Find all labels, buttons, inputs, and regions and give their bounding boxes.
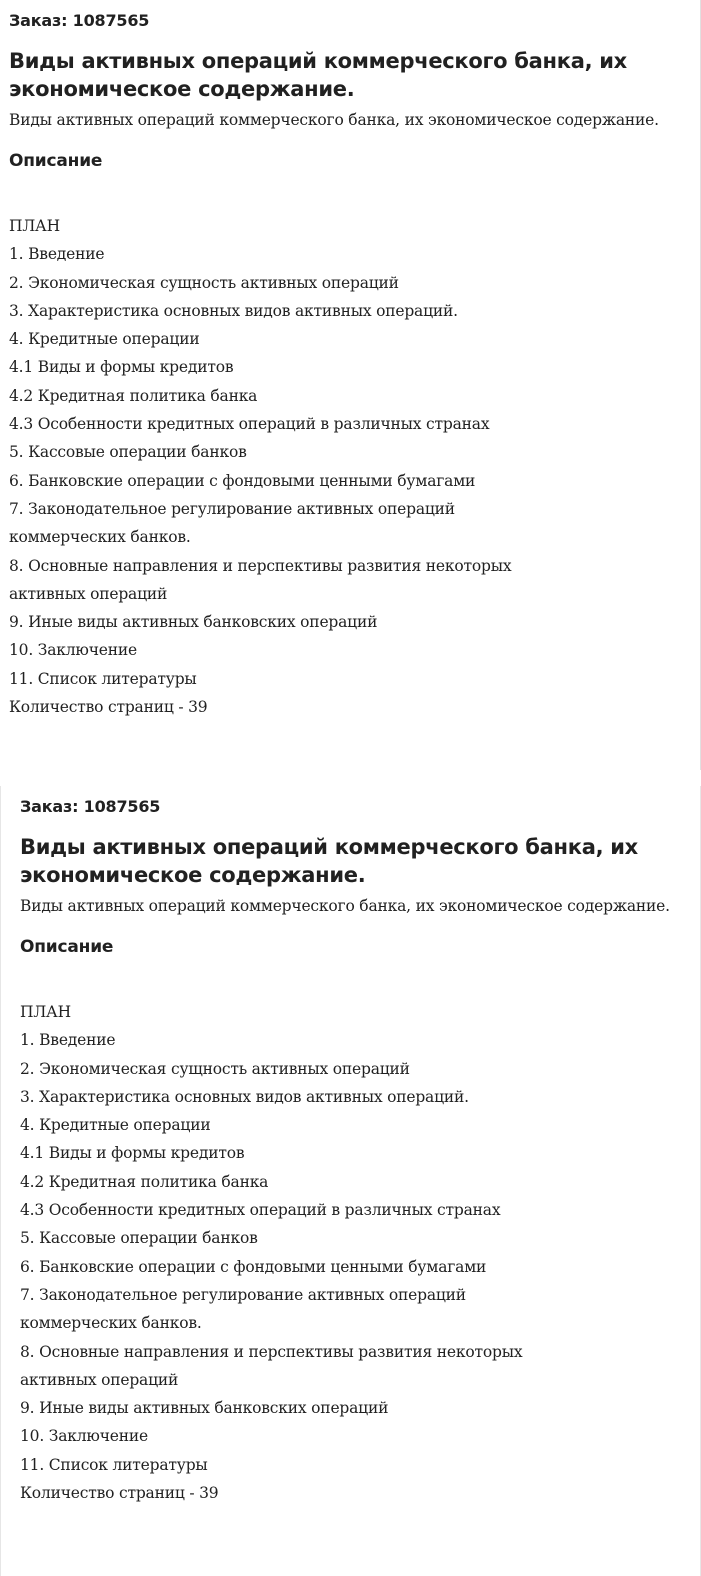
plan-line: 4.3 Особенности кредитных операций в различных странах [9,415,490,434]
plan-line: 11. Список литературы [20,1455,208,1474]
plan-line: 9. Иные виды активных банковских операций [9,613,378,632]
plan-line: ПЛАН [9,217,60,235]
plan-line: 4.1 Виды и формы кредитов [20,1144,245,1163]
order-number: Заказ: 1087565 [20,797,161,816]
plan-line: 4. Кредитные операции [20,1116,211,1135]
plan-line: коммерческих банков. [9,528,191,547]
plan-line: 4. Кредитные операции [9,330,200,349]
page-subtitle: Виды активных операций коммерческого банка, их экономическое содержание. [20,897,670,915]
plan-line: 11. Список литературы [9,669,197,688]
plan-line: 3. Характеристика основных видов активных операций. [20,1087,469,1106]
plan-line: 4.3 Особенности кредитных операций в различных странах [20,1201,501,1220]
plan-line: ПЛАН [20,1003,71,1021]
plan-line: 2. Экономическая сущность активных операций [20,1059,410,1078]
plan-line: 7. Законодательное регулирование активных операций [9,499,455,518]
plan-line: 4.1 Виды и формы кредитов [9,358,234,377]
plan-list [9,172,692,721]
plan-line: активных операций [20,1370,179,1389]
page-title: Виды активных операций коммерческого банка, их экономическое содержание. [9,49,627,101]
plan-line: 9. Иные виды активных банковских операций [20,1399,389,1418]
plan-line: активных операций [9,584,168,603]
plan-list [20,958,692,1507]
plan-line: 6. Банковские операции с фондовыми ценными бумагами [9,471,476,490]
plan-line: 2. Экономическая сущность активных операций [9,273,399,292]
description-heading: Описание [9,151,103,171]
plan-line: 4.2 Кредитная политика банка [20,1172,269,1191]
plan-line: 5. Кассовые операции банков [20,1229,258,1248]
order-number: Заказ: 1087565 [9,11,150,30]
order-card [0,0,701,770]
plan-line: 1. Введение [9,245,105,264]
page-count: Количество страниц - 39 [20,1484,219,1503]
plan-line: 4.2 Кредитная политика банка [9,386,258,405]
plan-line: коммерческих банков. [20,1314,202,1333]
plan-line: 1. Введение [20,1031,116,1050]
plan-line: 3. Характеристика основных видов активных операций. [9,301,458,320]
plan-line: 5. Кассовые операции банков [9,443,247,462]
plan-line: 6. Банковские операции с фондовыми ценными бумагами [20,1257,487,1276]
plan-line: 10. Заключение [20,1427,148,1446]
page-title: Виды активных операций коммерческого банка, их экономическое содержание. [20,835,638,887]
plan-line: 8. Основные направления и перспективы развития некоторых [9,556,512,575]
plan-line: 10. Заключение [9,641,137,660]
plan-line: 7. Законодательное регулирование активных операций [20,1285,466,1304]
plan-line: 8. Основные направления и перспективы развития некоторых [20,1342,523,1361]
page-subtitle: Виды активных операций коммерческого банка, их экономическое содержание. [9,111,659,129]
description-heading: Описание [20,937,114,957]
page-count: Количество страниц - 39 [9,698,208,717]
order-card [0,786,701,1576]
